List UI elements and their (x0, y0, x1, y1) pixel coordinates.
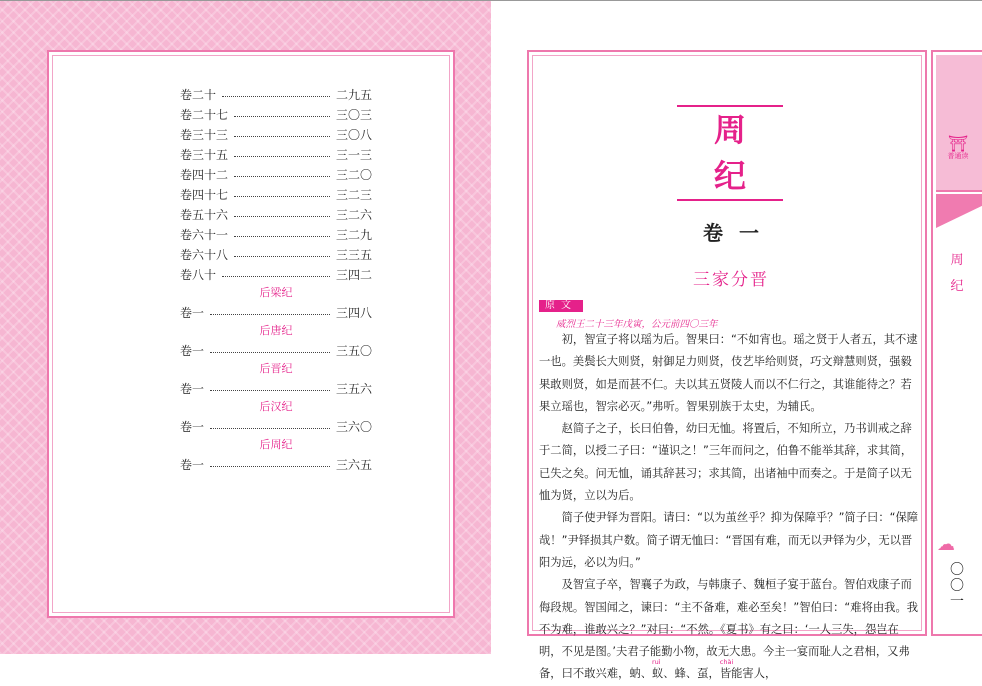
toc-volume: 卷三十五 (180, 147, 229, 162)
toc-entry[interactable] (180, 204, 372, 224)
annotated-char: 蚋 ruì (629, 658, 661, 681)
toc-entry[interactable] (180, 84, 372, 104)
body-paragraph: 简子使尹铎为晋阳。请曰：“以为茧丝乎？抑为保障乎？”简子曰：“保障哉！”尹铎损其户数。简子谓无恤曰：“晋国有难，而无以尹铎为少，无以晋阳为远，必以为归。” (539, 511, 919, 569)
body-text (539, 329, 921, 686)
toc-page-number: 三四二 (335, 267, 372, 282)
toc-volume: 卷四十二 (180, 167, 229, 182)
toc-section-heading: 后周纪 (259, 438, 293, 451)
pagoda-logo (941, 136, 975, 161)
toc-volume: 卷一 (180, 343, 205, 358)
toc-volume: 卷一 (180, 457, 205, 472)
toc-page-number: 三五六 (335, 381, 372, 396)
toc-page-number: 三二〇 (335, 167, 372, 182)
era-line: 威烈王二十三年戊寅，公元前四〇三年 (556, 319, 718, 330)
pinyin-annotation: ruì (651, 658, 661, 667)
toc-volume: 卷八十 (180, 267, 217, 282)
dot-leader (222, 276, 330, 277)
side-tab-header (936, 55, 982, 192)
chapter-heading (677, 105, 783, 201)
side-tab-wedge (936, 194, 982, 228)
body-paragraph: 赵简子之子，长曰伯鲁，幼曰无恤。将置后，不知所立，乃书训戒之辞于二简，以授二子曰：“谨识之！”三年而问之，伯鲁不能举其辞，求其简，已失之矣。问无恤，诵其辞甚习；求其简，出诸袖中而奏之。于是简子以无恤为贤，立以为后。 (539, 422, 913, 503)
toc-entry[interactable] (180, 184, 372, 204)
pinyin-annotation: chài (719, 658, 734, 667)
toc-entry[interactable] (180, 104, 372, 124)
left-page (0, 0, 491, 654)
toc-entry[interactable] (180, 340, 372, 360)
dot-leader (234, 176, 330, 177)
side-tab (931, 50, 982, 636)
toc-section-heading: 后梁纪 (259, 286, 293, 299)
toc-volume: 卷五十六 (180, 207, 229, 222)
side-label-char: 周 (950, 253, 964, 268)
page-number-char: 〇 (950, 578, 964, 594)
toc-entry[interactable] (180, 124, 372, 144)
dot-leader (210, 314, 330, 315)
original-text-badge: 原文 (539, 300, 583, 312)
toc-volume: 卷四十七 (180, 187, 229, 202)
toc-page-number: 三六〇 (335, 419, 372, 434)
toc-page-number: 三〇八 (335, 127, 372, 142)
toc-volume: 卷二十 (180, 87, 217, 102)
dot-leader (234, 236, 330, 237)
toc-volume: 卷一 (180, 419, 205, 434)
toc-entry[interactable] (180, 244, 372, 264)
right-page (491, 0, 982, 681)
toc-page-number: 三四八 (335, 305, 372, 320)
dot-leader (234, 256, 330, 257)
title-rule-bottom (677, 199, 783, 201)
volume-title: 卷一 (703, 221, 775, 245)
toc-section-heading: 后汉纪 (259, 400, 293, 413)
toc-page-number: 三六五 (335, 457, 372, 472)
toc-page-number: 三二六 (335, 207, 372, 222)
toc-page-number: 三五〇 (335, 343, 372, 358)
toc-volume: 卷六十一 (180, 227, 229, 242)
toc-entry[interactable] (180, 378, 372, 398)
cloud-icon: ☁ (937, 534, 955, 555)
toc-page-number: 三三五 (335, 247, 372, 262)
page-number-char: 一 (950, 594, 964, 610)
toc-volume: 卷一 (180, 305, 205, 320)
dot-leader (210, 428, 330, 429)
toc-volume: 卷一 (180, 381, 205, 396)
toc-section-heading: 后晋纪 (259, 362, 293, 375)
toc-page-number: 三〇三 (335, 107, 372, 122)
dot-leader (222, 96, 330, 97)
logo-text: 普通读 (947, 152, 969, 160)
dot-leader (234, 156, 330, 157)
chapter-title: 周纪 (713, 111, 776, 195)
dot-leader (210, 352, 330, 353)
toc-entry[interactable] (180, 264, 372, 284)
toc-page-number: 三二九 (335, 227, 372, 242)
dot-leader (234, 136, 330, 137)
toc-entry[interactable] (180, 416, 372, 436)
toc-volume: 卷六十八 (180, 247, 229, 262)
table-of-contents (180, 84, 372, 474)
toc-entry[interactable] (180, 224, 372, 244)
body-paragraph: 及智宣子卒，智襄子为政，与韩康子、魏桓子宴于蓝台。智伯戏康子而侮段规。智国闻之，谏曰：“主不备难，难必至矣！”智伯曰：“难将由我。我不为难，谁敢兴之？”对曰：“不然。《夏书》有之曰：‘一人三失，怨岂在明，不见是图。’夫君子能勤小物，故无大患。今主一宴而耻人之君相，又弗备，曰不敢兴难，蚋 ruì 、蚁、蜂、虿 chài ，皆能害人， (539, 578, 919, 681)
body-paragraph: 初，智宣子将以瑶为后。智果曰：“不如宵也。瑶之贤于人者五，其不逮一也。美鬓长大则贤，射御足力则贤，伎艺毕给则贤，巧文辩慧则贤，强毅果敢则贤，如是而甚不仁。夫以其五贤陵人而以不仁行之，其谁能待之？若果立瑶也，智宗必灭。”弗听。智果别族于太史，为辅氏。 (539, 333, 918, 413)
toc-entry[interactable] (180, 164, 372, 184)
page-number-char: 〇 (950, 562, 964, 578)
annotated-char: 虿 chài (697, 658, 734, 681)
page-number (945, 562, 969, 610)
toc-entry[interactable] (180, 144, 372, 164)
toc-page-number: 三一三 (335, 147, 372, 162)
side-section-label (945, 248, 969, 300)
toc-page-number: 三二三 (335, 187, 372, 202)
toc-page-number: 二九五 (335, 87, 372, 102)
dot-leader (234, 216, 330, 217)
toc-volume: 卷三十三 (180, 127, 229, 142)
toc-entry[interactable] (180, 454, 372, 474)
pagoda-icon: ⛩ (947, 134, 969, 153)
toc-section-heading: 后唐纪 (259, 324, 293, 337)
toc-volume: 卷二十七 (180, 107, 229, 122)
dot-leader (210, 390, 330, 391)
side-label-char: 纪 (950, 279, 964, 294)
dot-leader (234, 116, 330, 117)
toc-entry[interactable] (180, 302, 372, 322)
dot-leader (210, 466, 330, 467)
section-title: 三家分晋 (693, 270, 769, 290)
dot-leader (234, 196, 330, 197)
